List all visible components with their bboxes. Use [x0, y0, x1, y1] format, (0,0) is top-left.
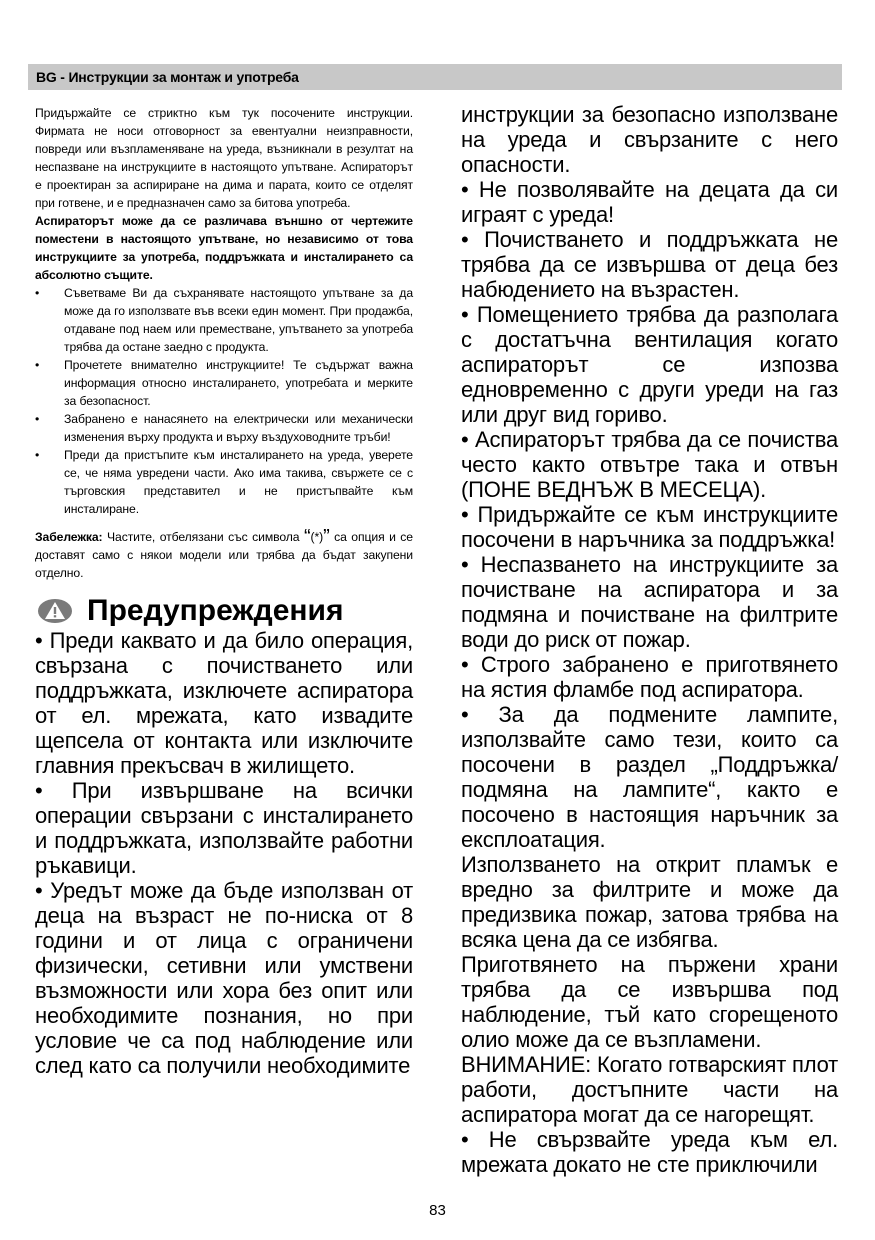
warning-paragraph: • Не позволявайте на децата да си играят с уреда! [461, 177, 838, 227]
note-close-quote: ” [323, 526, 330, 548]
page-number: 83 [429, 1202, 446, 1219]
warning-paragraph: • Помещението трябва да разполага с достатъчна вентилация когато аспираторът се изпозва едновременно с други уреди на газ или друг вид гориво. [461, 302, 838, 427]
warnings-title: Предупреждения [87, 594, 344, 627]
warning-paragraph: • Придържайте се към инструкциите посочени в наръчника за поддръжка! [461, 502, 838, 552]
warnings-heading [35, 594, 413, 628]
list-item [35, 446, 413, 518]
warning-paragraph: Приготвянето на пържени храни трябва да се извършва под наблюдение, тъй като сгорещеното олио може да се възпламени. [461, 952, 838, 1052]
right-column [461, 102, 838, 1177]
instruction-bullet-list [35, 284, 413, 518]
list-item-text: Забранено е нанасянето на електрически или механически изменения върху продукта и върху въздуховодните тръби! [64, 412, 413, 444]
warning-paragraph: • Неспазването на инструкциите за почистване на аспиратора и за подмяна и почистване на филтрите води до риск от пожар. [461, 552, 838, 652]
list-item [35, 410, 413, 446]
bullet-icon: • [35, 358, 40, 372]
list-item-text: Съветваме Ви да съхранявате настоящото упътване за да може да го използвате във всеки един момент. При продажба, отдаване под наем или преместване, упътването за употреба трябва да остане заедно с продукта. [64, 286, 413, 354]
note-label: Забележка: [35, 530, 103, 544]
list-item [35, 284, 413, 356]
note-text-after: са опция и се доставят само с някои модели или трябва да бъдат закупени отделно. [35, 530, 413, 580]
warning-paragraph: инструкции за безопасно използване на уреда и свързаните с него опасности. [461, 102, 838, 177]
bullet-icon: • [35, 286, 40, 300]
warning-paragraph: • Уредът може да бъде използван от деца на възраст не по-ниска от 8 години и от лица с ограничени физически, сетивни или умствени възможности или хора без опит или необходимите познания, но при условие че са под наблюдение или след като са получили необходимите [35, 878, 413, 1078]
intro-section [35, 104, 413, 582]
header-title: BG - Инструкции за монтаж и употреба [36, 69, 299, 85]
note-symbol: (*) [310, 530, 324, 544]
warning-triangle-icon [37, 598, 73, 624]
bullet-icon: • [35, 448, 40, 462]
bullet-icon: • [35, 412, 40, 426]
intro-paragraph: Придържайте се стриктно към тук посочените инструкции. Фирмата не носи отговорност за евентуални неизправности, повреди или възпламеняване на уреда, възникнали в резултат на неспазване на инструкциите в настоящото упътване. Аспираторът е проектиран за аспириране на дима и парата, които се отделят при готвене, и е предназначен само за битова употреба. [35, 106, 413, 210]
warning-paragraph: • При извършване на всички операции свързани с инсталирането и поддръжката, използвайте работни ръкавици. [35, 778, 413, 878]
warning-paragraph: • Почистването и поддръжката не трябва да се извършва от деца без набюдението на възрастен. [461, 227, 838, 302]
warning-paragraph: ВНИМАНИЕ: Когато готварският плот работи, достъпните части на аспиратора могат да се нагорещят. [461, 1052, 839, 1127]
note-paragraph [35, 528, 413, 582]
warning-paragraph: • Преди каквато и да било операция, свързана с почистването или поддръжката, изключете аспиратора от ел. мрежата, като извадите щепсела от контакта или изключите главния прекъсвач в жилището. [35, 628, 413, 778]
header-bar [28, 64, 842, 90]
warning-paragraph: • Строго забранено е приготвянето на ястия фламбе под аспиратора. [461, 652, 838, 702]
warning-paragraph: • Не свързвайте уреда към ел. мрежата докато не сте приключили [461, 1127, 838, 1177]
note-open-quote: “ [303, 526, 311, 548]
warning-paragraph: • Аспираторът трябва да се почиства често както отвътре така и отвън (ПОНЕ ВЕДНЪЖ В МЕСЕЦА). [461, 427, 838, 502]
warning-paragraph: Използването на открит пламък е вредно за филтрите и може да предизвика пожар, затова трябва на всяка цена да се избягва. [461, 852, 838, 952]
warning-paragraph: • За да подмените лампите, използвайте само тези, които са посочени в раздел „Поддръжка/подмяна на лампите“, както е посочено в настоящия наръчник за експлоатация. [461, 702, 838, 852]
note-text-before: Частите, отбелязани със символа [107, 530, 300, 544]
intro-bold-paragraph: Аспираторът може да се различава външно от чертежите поместени в настоящото упътване, но независимо от това инструкциите за употреба, поддръжката и инсталирането са абсолютно същите. [35, 214, 413, 282]
list-item [35, 356, 413, 410]
warnings-left-text [35, 628, 413, 1078]
list-item-text: Преди да пристъпите към инсталирането на уреда, уверете се, че няма увредени части. Ако има такива, свържете се с търговския представител и не пристъпвайте към инсталиране. [64, 448, 413, 516]
list-item-text: Прочетете внимателно инструкциите! Те съдържат важна информация относно инсталирането, употребата и мерките за безопасност. [64, 358, 413, 408]
left-column [35, 104, 413, 1078]
